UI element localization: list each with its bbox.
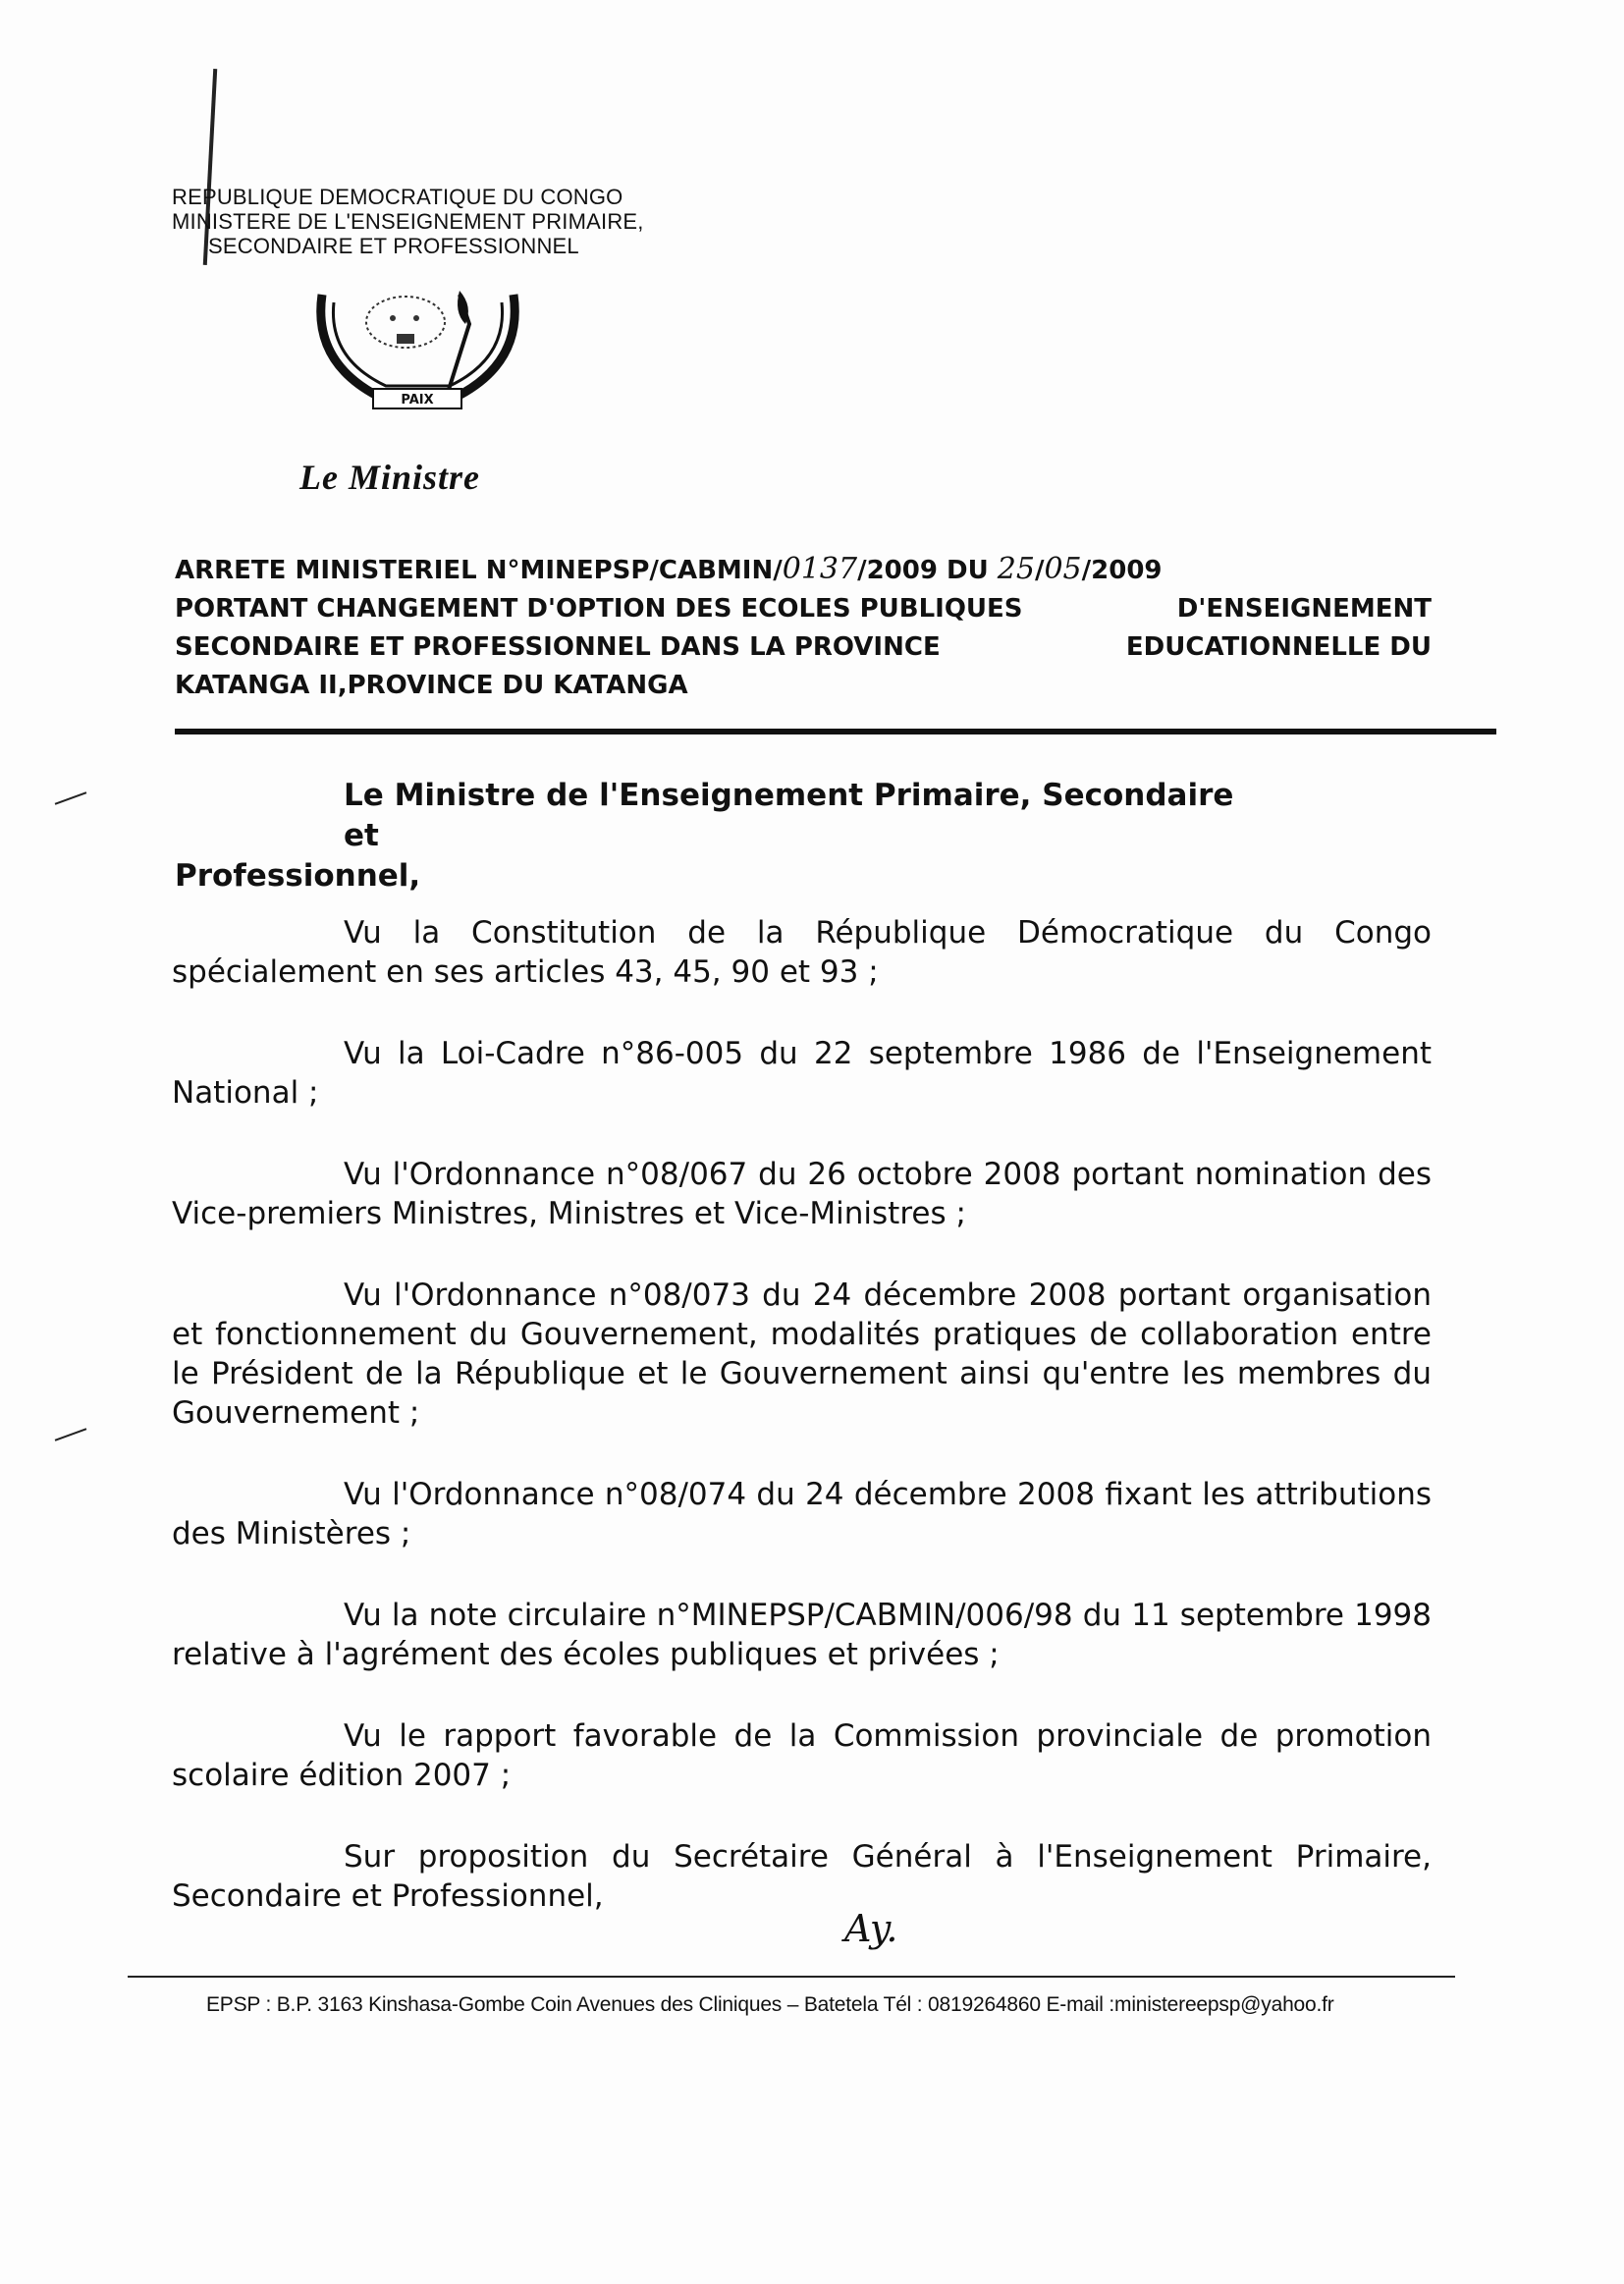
footer-divider <box>128 1976 1455 1978</box>
decree-subject-line: KATANGA II,PROVINCE DU KATANGA <box>175 671 688 700</box>
consideration-paragraph: Vu l'Ordonnance n°08/067 du 26 octobre 2008 portant nomination des Vice-premiers Ministres, Ministres et Vice-Ministres ; <box>172 1157 1432 1231</box>
initials-signature: Ay. <box>844 1907 898 1950</box>
consideration-paragraph: Vu la Loi-Cadre n°86-005 du 22 septembre 1986 de l'Enseignement National ; <box>172 1036 1432 1111</box>
decree-subject-line <box>175 628 1432 667</box>
preamble <box>175 776 1255 897</box>
decree-number-line: ARRETE MINISTERIEL N°MINEPSP/CABMIN/0137/2009 DU 25/05/2009 <box>175 552 1163 586</box>
decree-title <box>175 550 1432 705</box>
scan-mark <box>55 791 87 805</box>
preamble-line: Professionnel, <box>175 858 421 894</box>
emblem-motto: PAIX <box>401 393 434 408</box>
consideration-paragraph: Vu la note circulaire n°MINEPSP/CABMIN/006/98 du 11 septembre 1998 relative à l'agrément des écoles publiques et privées ; <box>172 1598 1432 1672</box>
coat-of-arms-icon <box>312 285 523 412</box>
consideration-paragraph: Vu l'Ordonnance n°08/073 du 24 décembre 2008 portant organisation et fonctionnement du Gouvernement, modalités pratiques de collaboration entre le Président de la République et le Gouvernement ainsi qu'entre les membres du Gouvernement ; <box>172 1278 1432 1431</box>
footer-address: EPSP : B.P. 3163 Kinshasa-Gombe Coin Avenues des Cliniques – Batetela Tél : 0819264860 E-mail :ministereepsp@yahoo.fr <box>206 1993 1334 2016</box>
preamble-line: Le Ministre de l'Enseignement Primaire, Secondaire et <box>344 778 1234 853</box>
letterhead-ministry-cont: SECONDAIRE ET PROFESSIONNEL <box>208 234 579 258</box>
decree-subject-b: D'ENSEIGNEMENT <box>1176 594 1432 624</box>
title-divider <box>175 729 1496 734</box>
decree-year: /2009 DU <box>857 556 998 585</box>
decree-subject-d: EDUCATIONNELLE DU <box>1125 632 1432 662</box>
considerations <box>172 913 1432 1958</box>
letterhead-ministry: MINISTERE DE L'ENSEIGNEMENT PRIMAIRE, <box>172 209 644 234</box>
consideration-paragraph: Sur proposition du Secrétaire Général à l'Enseignement Primaire, Secondaire et Professionnel, <box>172 1839 1432 1914</box>
decree-day: 25 <box>997 552 1035 586</box>
decree-date-year: 2009 <box>1091 556 1163 585</box>
decree-subject-c: SECONDAIRE ET PROFESSIONNEL DANS LA PROVINCE <box>175 632 941 662</box>
consideration-paragraph: Vu l'Ordonnance n°08/074 du 24 décembre 2008 fixant les attributions des Ministères ; <box>172 1477 1432 1551</box>
letterhead <box>172 185 781 258</box>
decree-prefix: ARRETE MINISTERIEL N°MINEPSP/CABMIN/ <box>175 556 783 585</box>
scan-mark <box>55 1428 87 1441</box>
decree-subject-line <box>175 590 1432 628</box>
decree-number: 0137 <box>782 552 858 586</box>
minister-title: Le Ministre <box>299 458 481 497</box>
consideration-paragraph: Vu le rapport favorable de la Commission provinciale de promotion scolaire édition 2007 ; <box>172 1718 1432 1793</box>
letterhead-country: REPUBLIQUE DEMOCRATIQUE DU CONGO <box>172 185 623 209</box>
decree-subject-a: PORTANT CHANGEMENT D'OPTION DES ECOLES PUBLIQUES <box>175 594 1023 624</box>
decree-month: 05 <box>1044 552 1082 586</box>
consideration-paragraph: Vu la Constitution de la République Démocratique du Congo spécialement en ses articles 43, 45, 90 et 93 ; <box>172 915 1432 990</box>
